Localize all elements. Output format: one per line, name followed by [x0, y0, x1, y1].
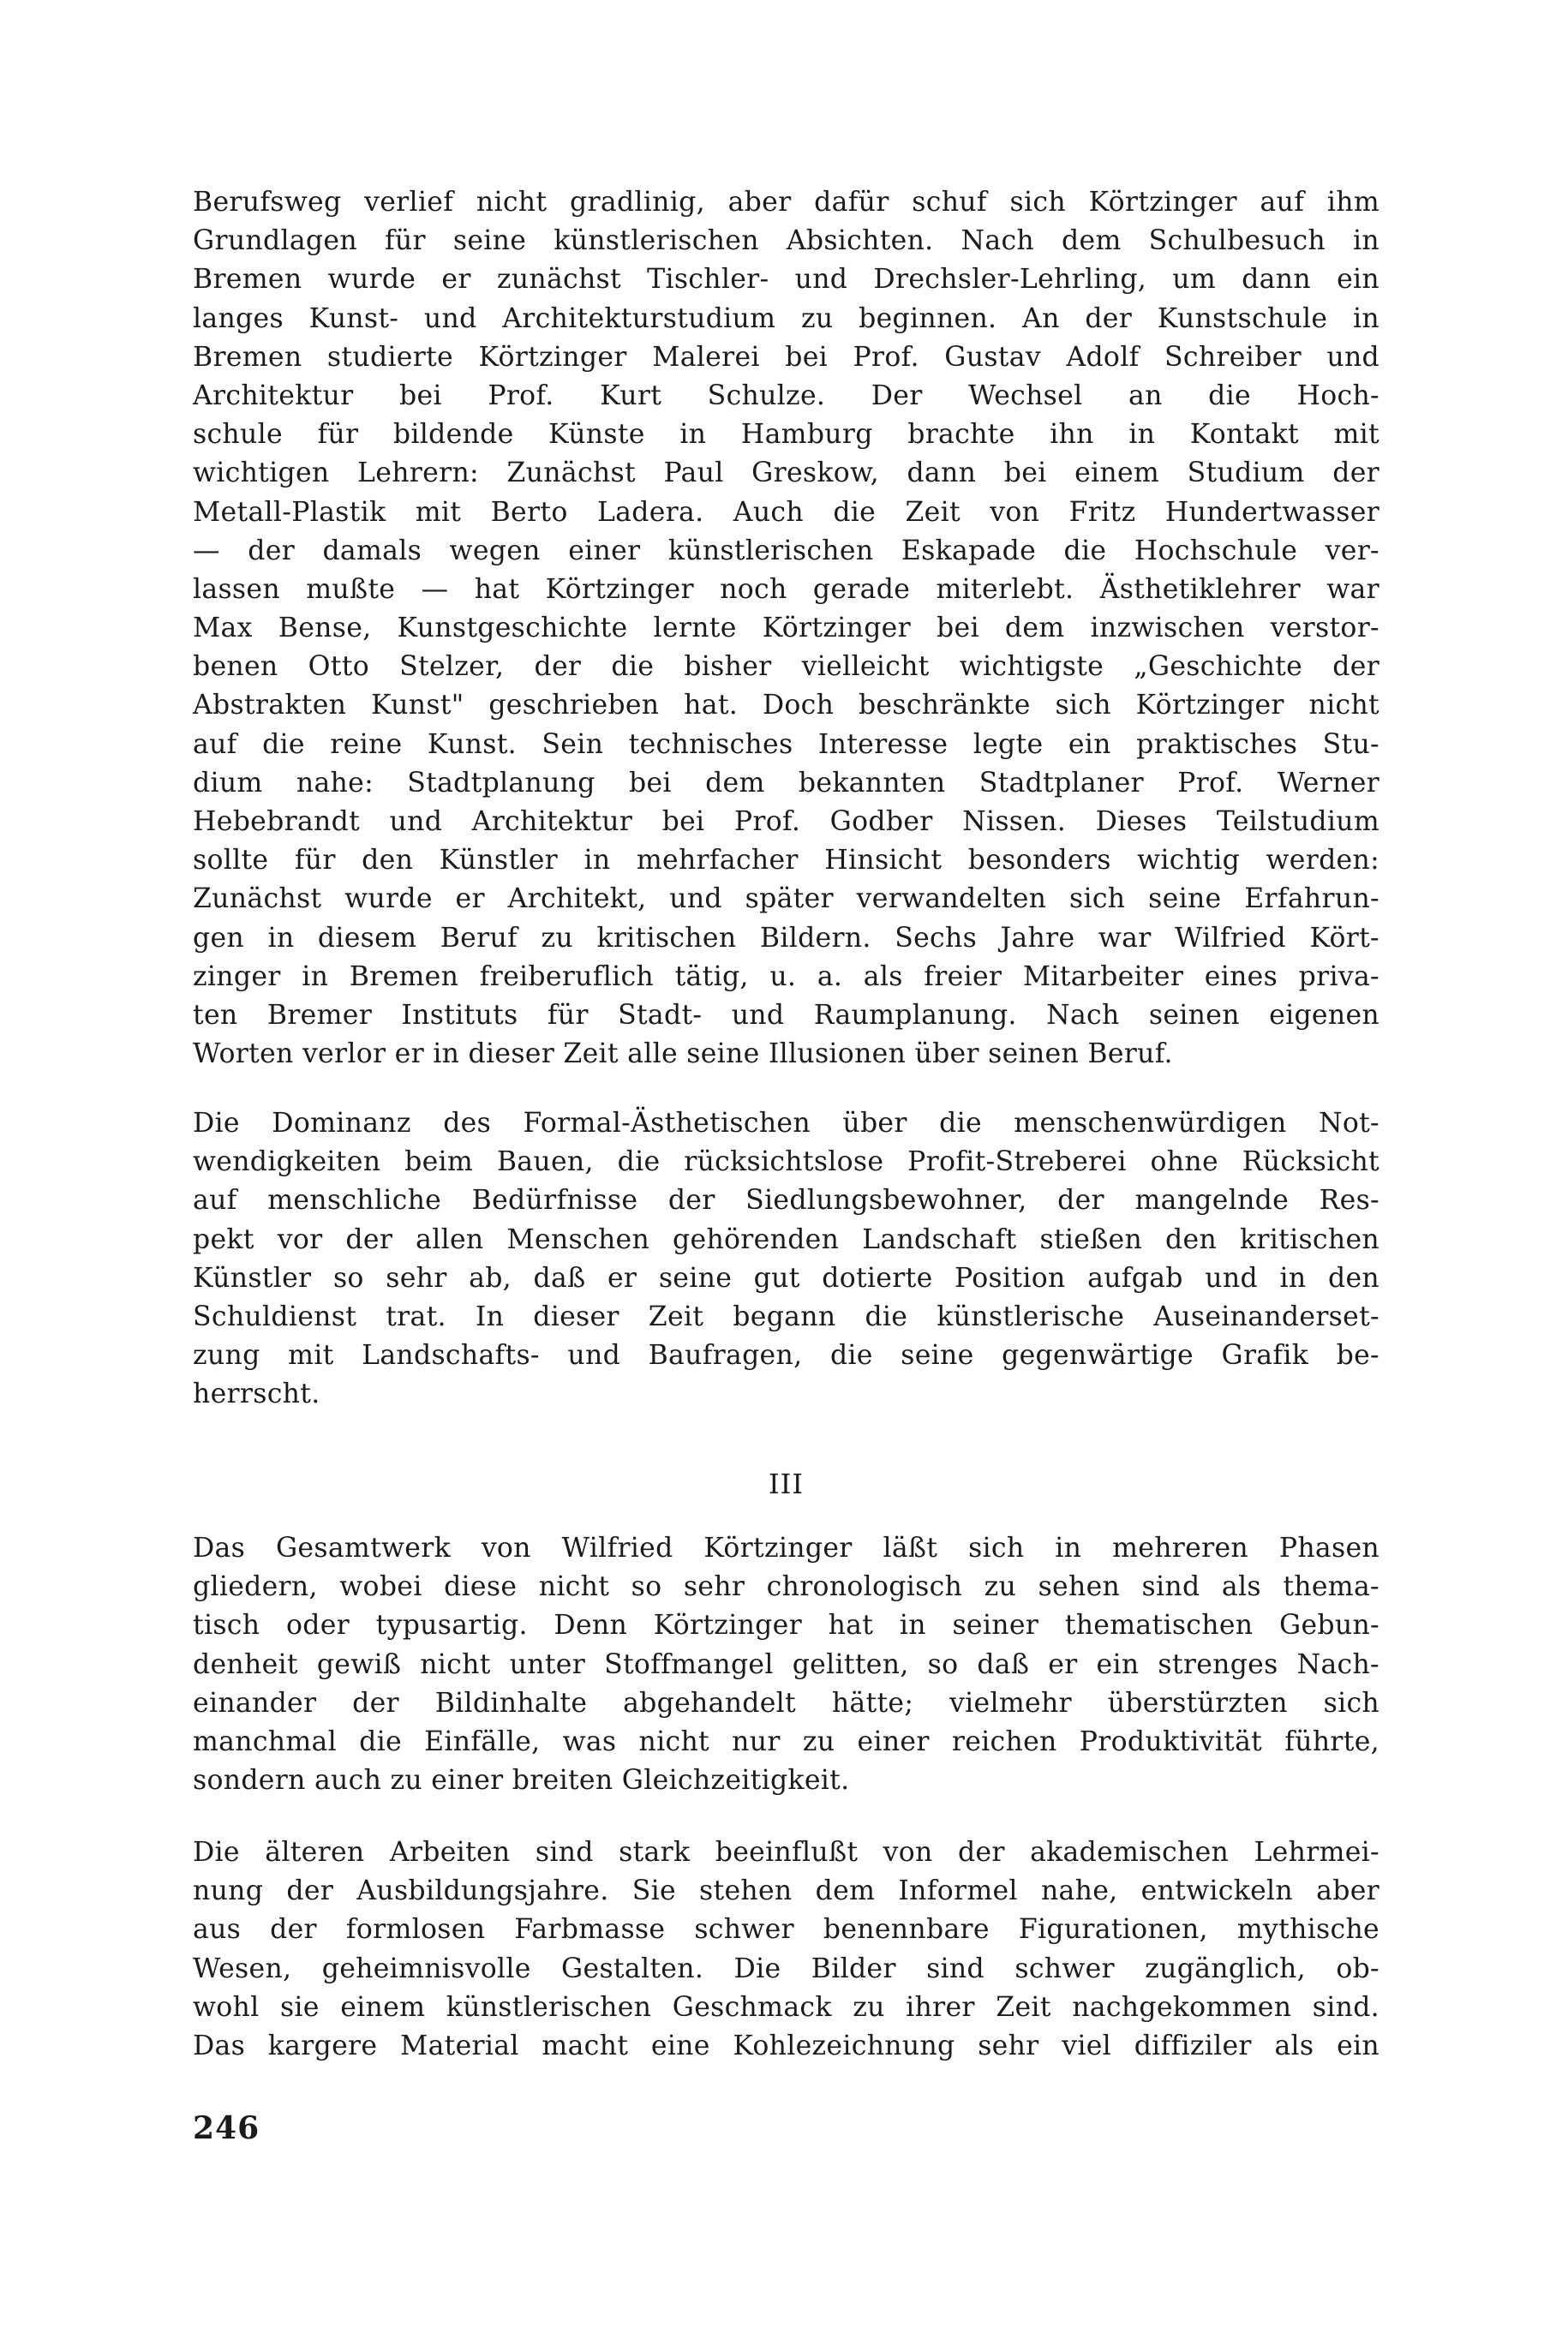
text-line: Grundlagen für seine künstlerischen Absichten. Nach dem Schulbesuch in: [193, 225, 1379, 257]
text-line: Wesen, geheimnisvolle Gestalten. Die Bilder sind schwer zugänglich, ob-: [193, 1953, 1379, 1984]
text-line: pekt vor der allen Menschen gehörenden Landschaft stießen den kritischen: [193, 1223, 1379, 1255]
text-line: Metall-Plastik mit Berto Ladera. Auch die Zeit von Fritz Hundertwasser: [193, 496, 1379, 528]
text-line: Das kargere Material macht eine Kohlezeichnung sehr viel diffiziler als ein: [193, 2030, 1379, 2061]
text-line: nung der Ausbildungsjahre. Sie stehen dem Informel nahe, entwickeln aber: [193, 1875, 1379, 1907]
paragraph-3: [193, 1529, 1379, 1800]
text-line: denheit gewiß nicht unter Stoffmangel gelitten, so daß er ein strenges Nach-: [193, 1648, 1379, 1680]
paragraph-2: [193, 1104, 1379, 1415]
text-line: Bremen studierte Körtzinger Malerei bei Prof. Gustav Adolf Schreiber und: [193, 341, 1379, 373]
text-line: Max Bense, Kunstgeschichte lernte Körtzinger bei dem inzwischen verstor-: [193, 613, 1379, 644]
text-line: Die älteren Arbeiten sind stark beeinflußt von der akademischen Lehrmei-: [193, 1837, 1379, 1868]
text-line: Schuldienst trat. In dieser Zeit begann die künstlerische Auseinanderset-: [193, 1301, 1379, 1332]
text-line: wichtigen Lehrern: Zunächst Paul Greskow, dann bei einem Studium der: [193, 458, 1379, 489]
text-line: wohl sie einem künstlerischen Geschmack zu ihrer Zeit nachgekommen sind.: [193, 1991, 1379, 2023]
text-line: Die Dominanz des Formal-Ästhetischen über die menschenwürdigen Not-: [193, 1108, 1379, 1139]
text-line: langes Kunst- und Architekturstudium zu beginnen. An der Kunstschule in: [193, 302, 1379, 334]
text-line: Zunächst wurde er Architekt, und später verwandelten sich seine Erfahrun-: [193, 883, 1379, 915]
text-line: einander der Bildinhalte abgehandelt hätte; vielmehr überstürzten sich: [193, 1687, 1379, 1719]
text-line: Bremen wurde er zunächst Tischler- und Drechsler-Lehrling, um dann ein: [193, 264, 1379, 296]
paragraph-1: [193, 183, 1379, 1074]
text-line: wendigkeiten beim Bauen, die rücksichtslose Profit-Streberei ohne Rücksicht: [193, 1146, 1379, 1178]
text-line: Das Gesamtwerk von Wilfried Körtzinger läßt sich in mehreren Phasen: [193, 1533, 1379, 1564]
text-line: sondern auch zu einer breiten Gleichzeitigkeit.: [193, 1765, 850, 1797]
text-line: tisch oder typusartig. Denn Körtzinger hat in seiner thematischen Gebun-: [193, 1610, 1379, 1642]
text-line: benen Otto Stelzer, der die bisher vielleicht wichtigste „Geschichte der: [193, 651, 1379, 683]
section-heading: III: [769, 1468, 804, 1500]
text-line: auf menschliche Bedürfnisse der Siedlungsbewohner, der mangelnde Res-: [193, 1185, 1379, 1217]
text-line: zung mit Landschafts- und Baufragen, die seine gegenwärtige Grafik be-: [193, 1340, 1379, 1372]
text-line: Abstrakten Kunst" geschrieben hat. Doch beschränkte sich Körtzinger nicht: [193, 690, 1379, 721]
text-line: gen in diesem Beruf zu kritischen Bildern. Sechs Jahre war Wilfried Kört-: [193, 922, 1379, 954]
paragraph-4: [193, 1833, 1379, 2066]
text-line: gliedern, wobei diese nicht so sehr chronologisch zu sehen sind als thema-: [193, 1571, 1379, 1603]
text-line: zinger in Bremen freiberuflich tätig, u. a. als freier Mitarbeiter eines priva-: [193, 960, 1379, 992]
text-line: Berufsweg verlief nicht gradlinig, aber dafür schuf sich Körtzinger auf ihm: [193, 187, 1379, 218]
text-line: schule für bildende Künste in Hamburg brachte ihn in Kontakt mit: [193, 419, 1379, 451]
text-line: aus der formlosen Farbmasse schwer benennbare Figurationen, mythische: [193, 1914, 1379, 1946]
text-line: Worten verlor er in dieser Zeit alle seine Illusionen über seinen Beruf.: [193, 1038, 1173, 1070]
text-line: Hebebrandt und Architektur bei Prof. Godber Nissen. Dieses Teilstudium: [193, 806, 1379, 837]
text-line: auf die reine Kunst. Sein technisches Interesse legte ein praktisches Stu-: [193, 728, 1379, 760]
text-line: Architektur bei Prof. Kurt Schulze. Der Wechsel an die Hoch-: [193, 380, 1379, 411]
text-line: — der damals wegen einer künstlerischen Eskapade die Hochschule ver-: [193, 535, 1379, 566]
text-line: dium nahe: Stadtplanung bei dem bekannten Stadtplaner Prof. Werner: [193, 767, 1379, 799]
text-line: ten Bremer Instituts für Stadt- und Raumplanung. Nach seinen eigenen: [193, 999, 1379, 1031]
text-line: herrscht.: [193, 1379, 320, 1410]
text-line: sollte für den Künstler in mehrfacher Hinsicht besonders wichtig werden:: [193, 845, 1379, 876]
text-line: manchmal die Einfälle, was nicht nur zu einer reichen Produktivität führte,: [193, 1726, 1379, 1757]
text-line: lassen mußte — hat Körtzinger noch gerade miterlebt. Ästhetiklehrer war: [193, 573, 1379, 605]
text-line: Künstler so sehr ab, daß er seine gut dotierte Position aufgab und in den: [193, 1262, 1379, 1294]
page-number: 246: [193, 2110, 260, 2146]
